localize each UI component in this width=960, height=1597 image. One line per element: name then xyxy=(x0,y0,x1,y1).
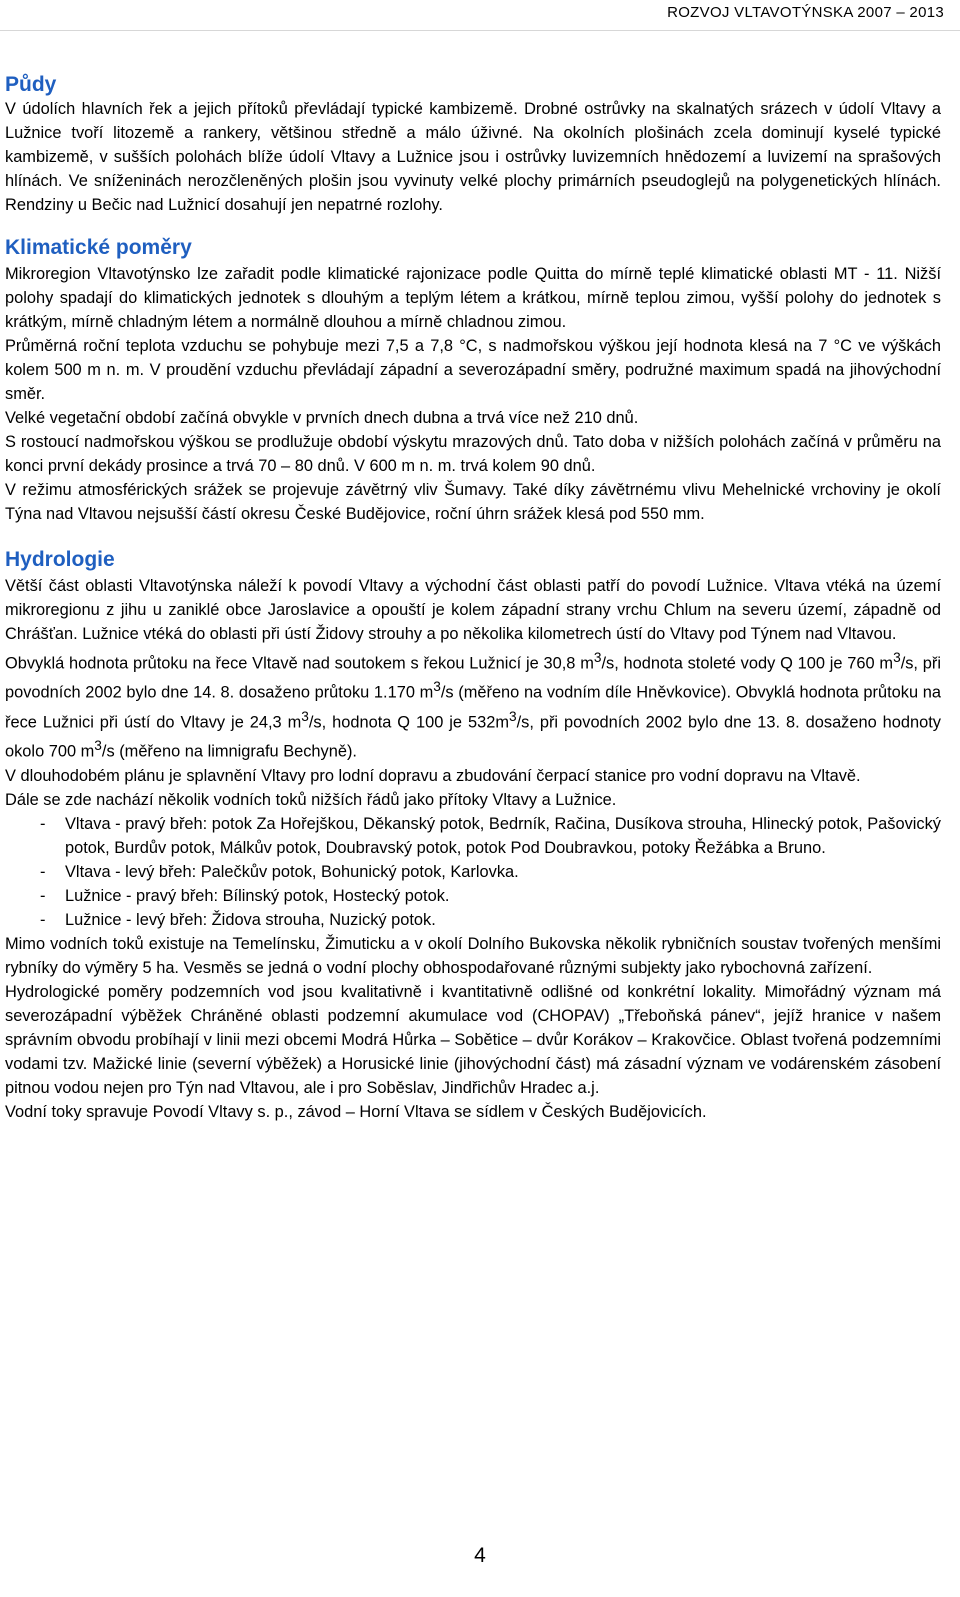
page-number: 4 xyxy=(474,1544,486,1567)
climate-paragraph-1: Mikroregion Vltavotýnsko lze zařadit podle klimatické rajonizace podle Quitta do mírně teplé klimatické oblasti MT - 11. Nižší polohy spadají do klimatických jednotek s dlouhým a teplým létem a krátkou, mírně teplou zimou, vyšší polohy do jednotek s krátkým, mírně chladným létem a normálně dlouhou a mírně chladnou zimou. xyxy=(5,265,941,331)
soils-paragraph: V údolích hlavních řek a jejich přítoků převládají typické kambizemě. Drobné ostrůvky na skalnatých srázech v údolí Vltavy a Lužnice tvoří litozemě a rankery, většinou středně a málo úživné. Na okolních plošinách zcela dominují kyselé typické kambizemě, v sušších polohách blíže údolí Vltavy a Lužnice jsou i ostrůvky luvizemních hnědozemí a luvizemí na sprašových hlínách. Ve sníženinách nerozčleněných plošin jsou vyvinuty velké plochy primárních pseudoglejů na polygenetických hlínách. Rendziny u Bečic nad Lužnicí dosahují jen nepatrné rozlohy. xyxy=(5,100,941,214)
section-heading-climate: Klimatické poměry xyxy=(5,236,192,259)
list-dash: - xyxy=(40,862,46,881)
list-item xyxy=(5,860,941,884)
list-item-text: Lužnice - levý břeh: Židova strouha, Nuzický potok. xyxy=(65,910,436,929)
superscript-3: 3 xyxy=(509,708,517,724)
flow-text-a: Obvyklá hodnota průtoku na řece Vltavě nad soutokem s řekou Lužnicí je 30,8 m xyxy=(5,654,594,673)
flow-text-f: /s, při povodních 2002 bylo dne 13. 8. dosaženo hodnoty okolo 700 m xyxy=(5,713,941,761)
section-heading-soils: Půdy xyxy=(5,73,57,96)
list-item-text: Vltava - levý břeh: Palečkův potok, Bohunický potok, Karlovka. xyxy=(65,862,519,881)
hydrology-paragraph-3: V dlouhodobém plánu je splavnění Vltavy pro lodní dopravu a zbudování čerpací stanice pro vodní dopravu na Vltavě. xyxy=(5,766,861,785)
hydrology-paragraph-1: Větší část oblasti Vltavotýnska náleží k povodí Vltavy a východní část oblasti patří do povodí Lužnice. Vltava vtéká na území mikroregionu z jihu u zaniklé obce Jaroslavice a opouští je kolem západní strany vrchu Chlum na severu území, západně od Chrášťan. Lužnice vtéká do oblasti při ústí Židovy strouhy a po několika kilometrech ústí do Vltavy pod Týnem nad Vltavou. xyxy=(5,577,941,643)
list-item-text: Lužnice - pravý břeh: Bílinský potok, Hostecký potok. xyxy=(65,886,450,905)
hydrology-paragraph-7: Vodní toky spravuje Povodí Vltavy s. p., závod – Horní Vltava se sídlem v Českých Budějovicích. xyxy=(5,1102,707,1121)
header-divider xyxy=(0,30,960,31)
climate-paragraph-3: Velké vegetační období začíná obvykle v prvních dnech dubna a trvá více než 210 dnů. xyxy=(5,409,639,427)
climate-paragraph-4: S rostoucí nadmořskou výškou se prodlužuje období výskytu mrazových dnů. Tato doba v nižších polohách začíná v průměru na konci první dekády prosince a trvá 70 – 80 dnů. V 600 m n. m. trvá kolem 90 dnů. xyxy=(5,433,941,475)
running-header: ROZVOJ VLTAVOTÝNSKA 2007 – 2013 xyxy=(667,4,944,21)
flow-text-g: /s (měřeno na limnigrafu Bechyně). xyxy=(101,742,357,761)
list-item xyxy=(5,812,941,860)
hydrology-paragraph-6: Hydrologické poměry podzemních vod jsou kvalitativně i kvantitativně odlišné od konkrétní lokality. Mimořádný význam má severozápadní výběžek Chráněné oblasti podzemní akumulace vod (CHOPAV) „Třeboňská pánev“, jejíž hranice v našem správním obvodu probíhají v linii mezi obcemi Modrá Hůrka – Sobětice – dvůr Korákov – Krakovčice. Oblast tvořená podzemními vodami tzv. Mažické linie (severní výběžek) a Horusické linie (jihovýchodní část) má zásadní význam ve vodárenském zásobení pitnou vodou nejen pro Týn nad Vltavou, ale i pro Soběslav, Jindřichův Hradec a.j. xyxy=(5,982,941,1097)
list-item xyxy=(5,908,941,932)
list-item-text: Vltava - pravý břeh: potok Za Hořejškou, Děkanský potok, Bedrník, Račina, Dusíkova strouha, Hlinecký potok, Pašovický potok, Burdův potok, Málkův potok, Doubravský potok, potok Pod Doubravkou, potoky Řežábka a Bruno. xyxy=(65,814,941,857)
superscript-3: 3 xyxy=(433,679,441,695)
list-dash: - xyxy=(40,886,46,905)
hydrology-paragraph-5: Mimo vodních toků existuje na Temelínsku, Žimuticku a v okolí Dolního Bukovska několik rybničních soustav tvořených menšími rybníky do výměry 5 ha. Vesměs se jedná o vodní plochy obhospodařované různými subjekty jako rybochovná zařízení. xyxy=(5,934,941,977)
climate-paragraph-2: Průměrná roční teplota vzduchu se pohybuje mezi 7,5 a 7,8 °C, s nadmořskou výškou její hodnota klesá na 7 °C ve výškách kolem 500 m n. m. V proudění vzduchu převládají západní a severozápadní směry, podružné maximum spadá na jihovýchodní směr. xyxy=(5,337,941,403)
list-dash: - xyxy=(40,814,46,833)
superscript-3: 3 xyxy=(94,738,102,754)
superscript-3: 3 xyxy=(893,650,901,665)
climate-paragraph-5: V režimu atmosférických srážek se projevuje závětrný vliv Šumavy. Také díky závětrnému vlivu Mehelnické vrchoviny je okolí Týna nad Vltavou nejsušší částí okresu České Budějovice, roční úhrn srážek klesá pod 550 mm. xyxy=(5,481,941,523)
flow-text-c: /s, při povodních 2002 bylo dne 14. 8. dosaženo průtoku 1.170 m xyxy=(5,654,941,702)
superscript-3: 3 xyxy=(593,650,602,665)
list-item xyxy=(5,884,941,908)
section-heading-hydrology: Hydrologie xyxy=(5,548,115,571)
flow-text-e: /s, hodnota Q 100 je 532m xyxy=(308,713,509,732)
tributary-list xyxy=(5,812,941,932)
page-content xyxy=(5,72,941,1124)
flow-text-d: /s (měřeno na vodním díle Hněvkovice). Obvyklá hodnota průtoku na řece Lužnici při ústí do Vltavy je 24,3 m xyxy=(5,683,941,732)
hydrology-paragraph-4: Dále se zde nachází několik vodních toků nižších řádů jako přítoky Vltavy a Lužnice. xyxy=(5,790,617,809)
superscript-3: 3 xyxy=(301,708,309,724)
flow-text-b: /s, hodnota stoleté vody Q 100 je 760 m xyxy=(601,654,894,673)
list-dash: - xyxy=(40,910,46,929)
hydrology-paragraph-2 xyxy=(5,646,941,764)
